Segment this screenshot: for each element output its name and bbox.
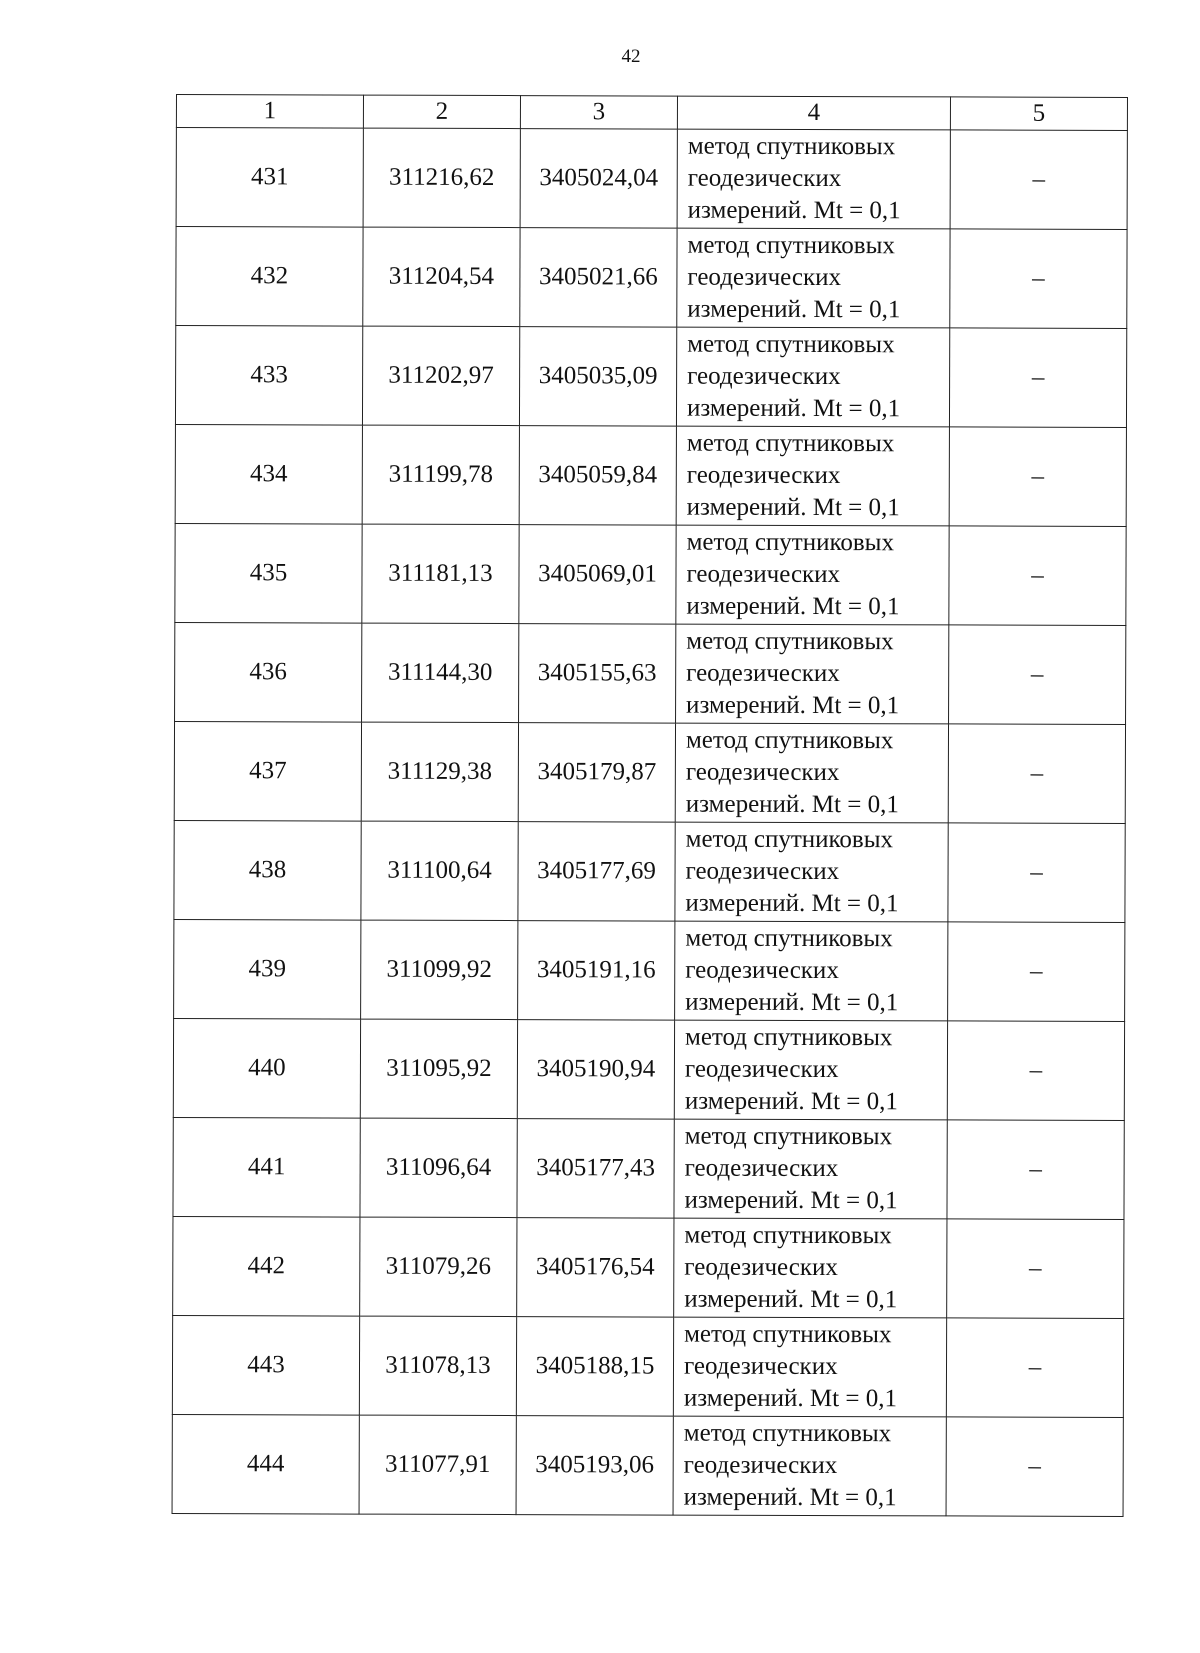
x-coordinate-cell: 311099,92 — [361, 920, 518, 1019]
method-cell — [676, 624, 949, 724]
x-coordinate-cell: 311204,54 — [363, 227, 520, 326]
method-cell — [675, 723, 948, 823]
method-line: метод спутниковых — [684, 1320, 892, 1349]
x-coordinate-cell: 311100,64 — [361, 821, 518, 920]
method-line: измерений. Mt = 0,1 — [685, 988, 899, 1017]
point-number-cell: 438 — [174, 820, 361, 920]
method-cell — [675, 822, 948, 922]
x-coordinate-cell: 311181,13 — [362, 524, 519, 623]
method-line: измерений. Mt = 0,1 — [687, 295, 901, 324]
table-row — [172, 1315, 1123, 1417]
method-line: метод спутниковых — [687, 330, 895, 359]
y-coordinate-cell: 3405059,84 — [519, 426, 676, 525]
method-line: геодезических — [683, 1352, 838, 1381]
column-header: 5 — [950, 97, 1127, 131]
table-row — [175, 622, 1126, 724]
column-header: 2 — [363, 95, 520, 128]
y-coordinate-cell: 3405069,01 — [519, 525, 676, 624]
point-number-cell: 443 — [172, 1315, 359, 1415]
method-line: измерений. Mt = 0,1 — [683, 1384, 898, 1413]
note-cell: – — [947, 1120, 1124, 1220]
x-coordinate-cell: 311096,64 — [360, 1118, 517, 1217]
method-line: геодезических — [687, 263, 842, 292]
note-cell: – — [948, 724, 1125, 824]
y-coordinate-cell: 3405035,09 — [519, 327, 676, 426]
method-line: метод спутниковых — [687, 132, 896, 161]
note-cell: – — [948, 823, 1125, 923]
point-number-cell: 432 — [176, 227, 363, 327]
point-number-cell: 436 — [175, 622, 362, 722]
table-body — [172, 128, 1127, 1517]
x-coordinate-cell: 311202,97 — [362, 326, 519, 425]
method-line: геодезических — [687, 362, 841, 391]
method-line: геодезических — [686, 659, 840, 688]
note-cell: – — [949, 526, 1126, 626]
method-line: геодезических — [685, 857, 840, 886]
method-line: геодезических — [686, 560, 841, 589]
method-line: геодезических — [687, 164, 842, 193]
y-coordinate-cell: 3405177,69 — [518, 822, 675, 921]
method-line: измерений. Mt = 0,1 — [685, 889, 899, 918]
y-coordinate-cell: 3405176,54 — [517, 1218, 674, 1317]
method-cell — [674, 1119, 947, 1219]
y-coordinate-cell: 3405024,04 — [520, 129, 677, 228]
method-cell — [677, 228, 950, 328]
x-coordinate-cell: 311078,13 — [359, 1316, 516, 1415]
method-line: измерений. Mt = 0,1 — [684, 1087, 898, 1116]
x-coordinate-cell: 311077,91 — [359, 1415, 516, 1514]
method-line: измерений. Mt = 0,1 — [686, 691, 900, 720]
method-line: метод спутниковых — [685, 726, 894, 755]
point-number-cell: 444 — [172, 1414, 359, 1514]
note-cell: – — [946, 1417, 1123, 1517]
method-line: метод спутниковых — [684, 1023, 893, 1052]
point-number-cell: 439 — [174, 919, 361, 1019]
table-row — [176, 128, 1127, 230]
method-line: геодезических — [685, 758, 840, 787]
method-line: метод спутниковых — [684, 1122, 893, 1151]
method-cell — [675, 921, 948, 1021]
x-coordinate-cell: 311144,30 — [362, 623, 519, 722]
column-header: 3 — [520, 96, 677, 129]
y-coordinate-cell: 3405155,63 — [519, 624, 676, 723]
note-cell: – — [950, 229, 1127, 329]
method-line: метод спутниковых — [686, 627, 894, 656]
x-coordinate-cell: 311216,62 — [363, 128, 520, 227]
column-header: 4 — [677, 96, 950, 130]
y-coordinate-cell: 3405177,43 — [517, 1119, 674, 1218]
note-cell: – — [946, 1318, 1123, 1418]
method-line: геодезических — [684, 1055, 839, 1084]
table-row — [175, 424, 1126, 526]
table-row — [173, 1216, 1124, 1318]
y-coordinate-cell: 3405188,15 — [516, 1317, 673, 1416]
x-coordinate-cell: 311129,38 — [361, 722, 518, 821]
method-line: метод спутниковых — [683, 1419, 892, 1448]
table-row — [175, 326, 1126, 428]
method-cell — [673, 1317, 946, 1417]
method-line: метод спутниковых — [686, 429, 895, 458]
point-number-cell: 441 — [173, 1117, 360, 1217]
method-line: измерений. Mt = 0,1 — [686, 394, 901, 423]
method-cell — [674, 1020, 947, 1120]
method-cell — [676, 525, 949, 625]
method-line: измерений. Mt = 0,1 — [684, 1285, 898, 1314]
point-number-cell: 434 — [175, 424, 362, 524]
method-line: измерений. Mt = 0,1 — [683, 1483, 897, 1512]
table-row — [172, 1414, 1123, 1516]
column-header: 1 — [176, 95, 363, 129]
x-coordinate-cell: 311095,92 — [360, 1019, 517, 1118]
method-line: геодезических — [686, 461, 841, 490]
method-cell — [677, 129, 950, 229]
x-coordinate-cell: 311199,78 — [362, 425, 519, 524]
method-line: измерений. Mt = 0,1 — [684, 1186, 898, 1215]
method-line: геодезических — [685, 956, 839, 985]
y-coordinate-cell: 3405190,94 — [517, 1020, 674, 1119]
method-cell — [676, 327, 949, 427]
method-line: метод спутниковых — [685, 825, 894, 854]
method-line: измерений. Mt = 0,1 — [686, 493, 900, 522]
y-coordinate-cell: 3405021,66 — [520, 228, 677, 327]
y-coordinate-cell: 3405193,06 — [516, 1416, 673, 1515]
point-number-cell: 442 — [173, 1216, 360, 1316]
note-cell: – — [949, 328, 1126, 428]
note-cell: – — [948, 922, 1125, 1022]
table-header-row — [176, 95, 1127, 131]
method-line: геодезических — [683, 1451, 838, 1480]
point-number-cell: 433 — [175, 326, 362, 426]
table-row — [174, 820, 1125, 922]
note-cell: – — [949, 625, 1126, 725]
page-number: 42 — [621, 46, 641, 67]
note-cell: – — [950, 130, 1127, 230]
point-number-cell: 435 — [175, 523, 362, 623]
method-line: измерений. Mt = 0,1 — [686, 592, 900, 621]
method-line: геодезических — [684, 1253, 838, 1282]
method-cell — [674, 1218, 947, 1318]
method-cell — [676, 426, 949, 526]
method-line: метод спутниковых — [684, 1221, 892, 1250]
method-line: геодезических — [684, 1154, 839, 1183]
note-cell: – — [949, 427, 1126, 527]
method-line: измерений. Mt = 0,1 — [685, 790, 899, 819]
method-line: метод спутниковых — [687, 231, 895, 260]
table-row — [174, 919, 1125, 1021]
table-row — [175, 523, 1126, 625]
coordinates-table — [172, 94, 1128, 1517]
x-coordinate-cell: 311079,26 — [360, 1217, 517, 1316]
method-line: измерений. Mt = 0,1 — [687, 196, 901, 225]
note-cell: – — [947, 1021, 1124, 1121]
method-line: метод спутниковых — [685, 924, 893, 953]
note-cell: – — [947, 1219, 1124, 1319]
point-number-cell: 437 — [174, 721, 361, 821]
method-line: метод спутниковых — [686, 528, 895, 557]
point-number-cell: 431 — [176, 128, 363, 228]
point-number-cell: 440 — [173, 1018, 360, 1118]
y-coordinate-cell: 3405179,87 — [518, 723, 675, 822]
table-row — [173, 1018, 1124, 1120]
table-row — [176, 227, 1127, 329]
method-cell — [673, 1416, 946, 1516]
y-coordinate-cell: 3405191,16 — [518, 921, 675, 1020]
table-row — [174, 721, 1125, 823]
table-row — [173, 1117, 1124, 1219]
